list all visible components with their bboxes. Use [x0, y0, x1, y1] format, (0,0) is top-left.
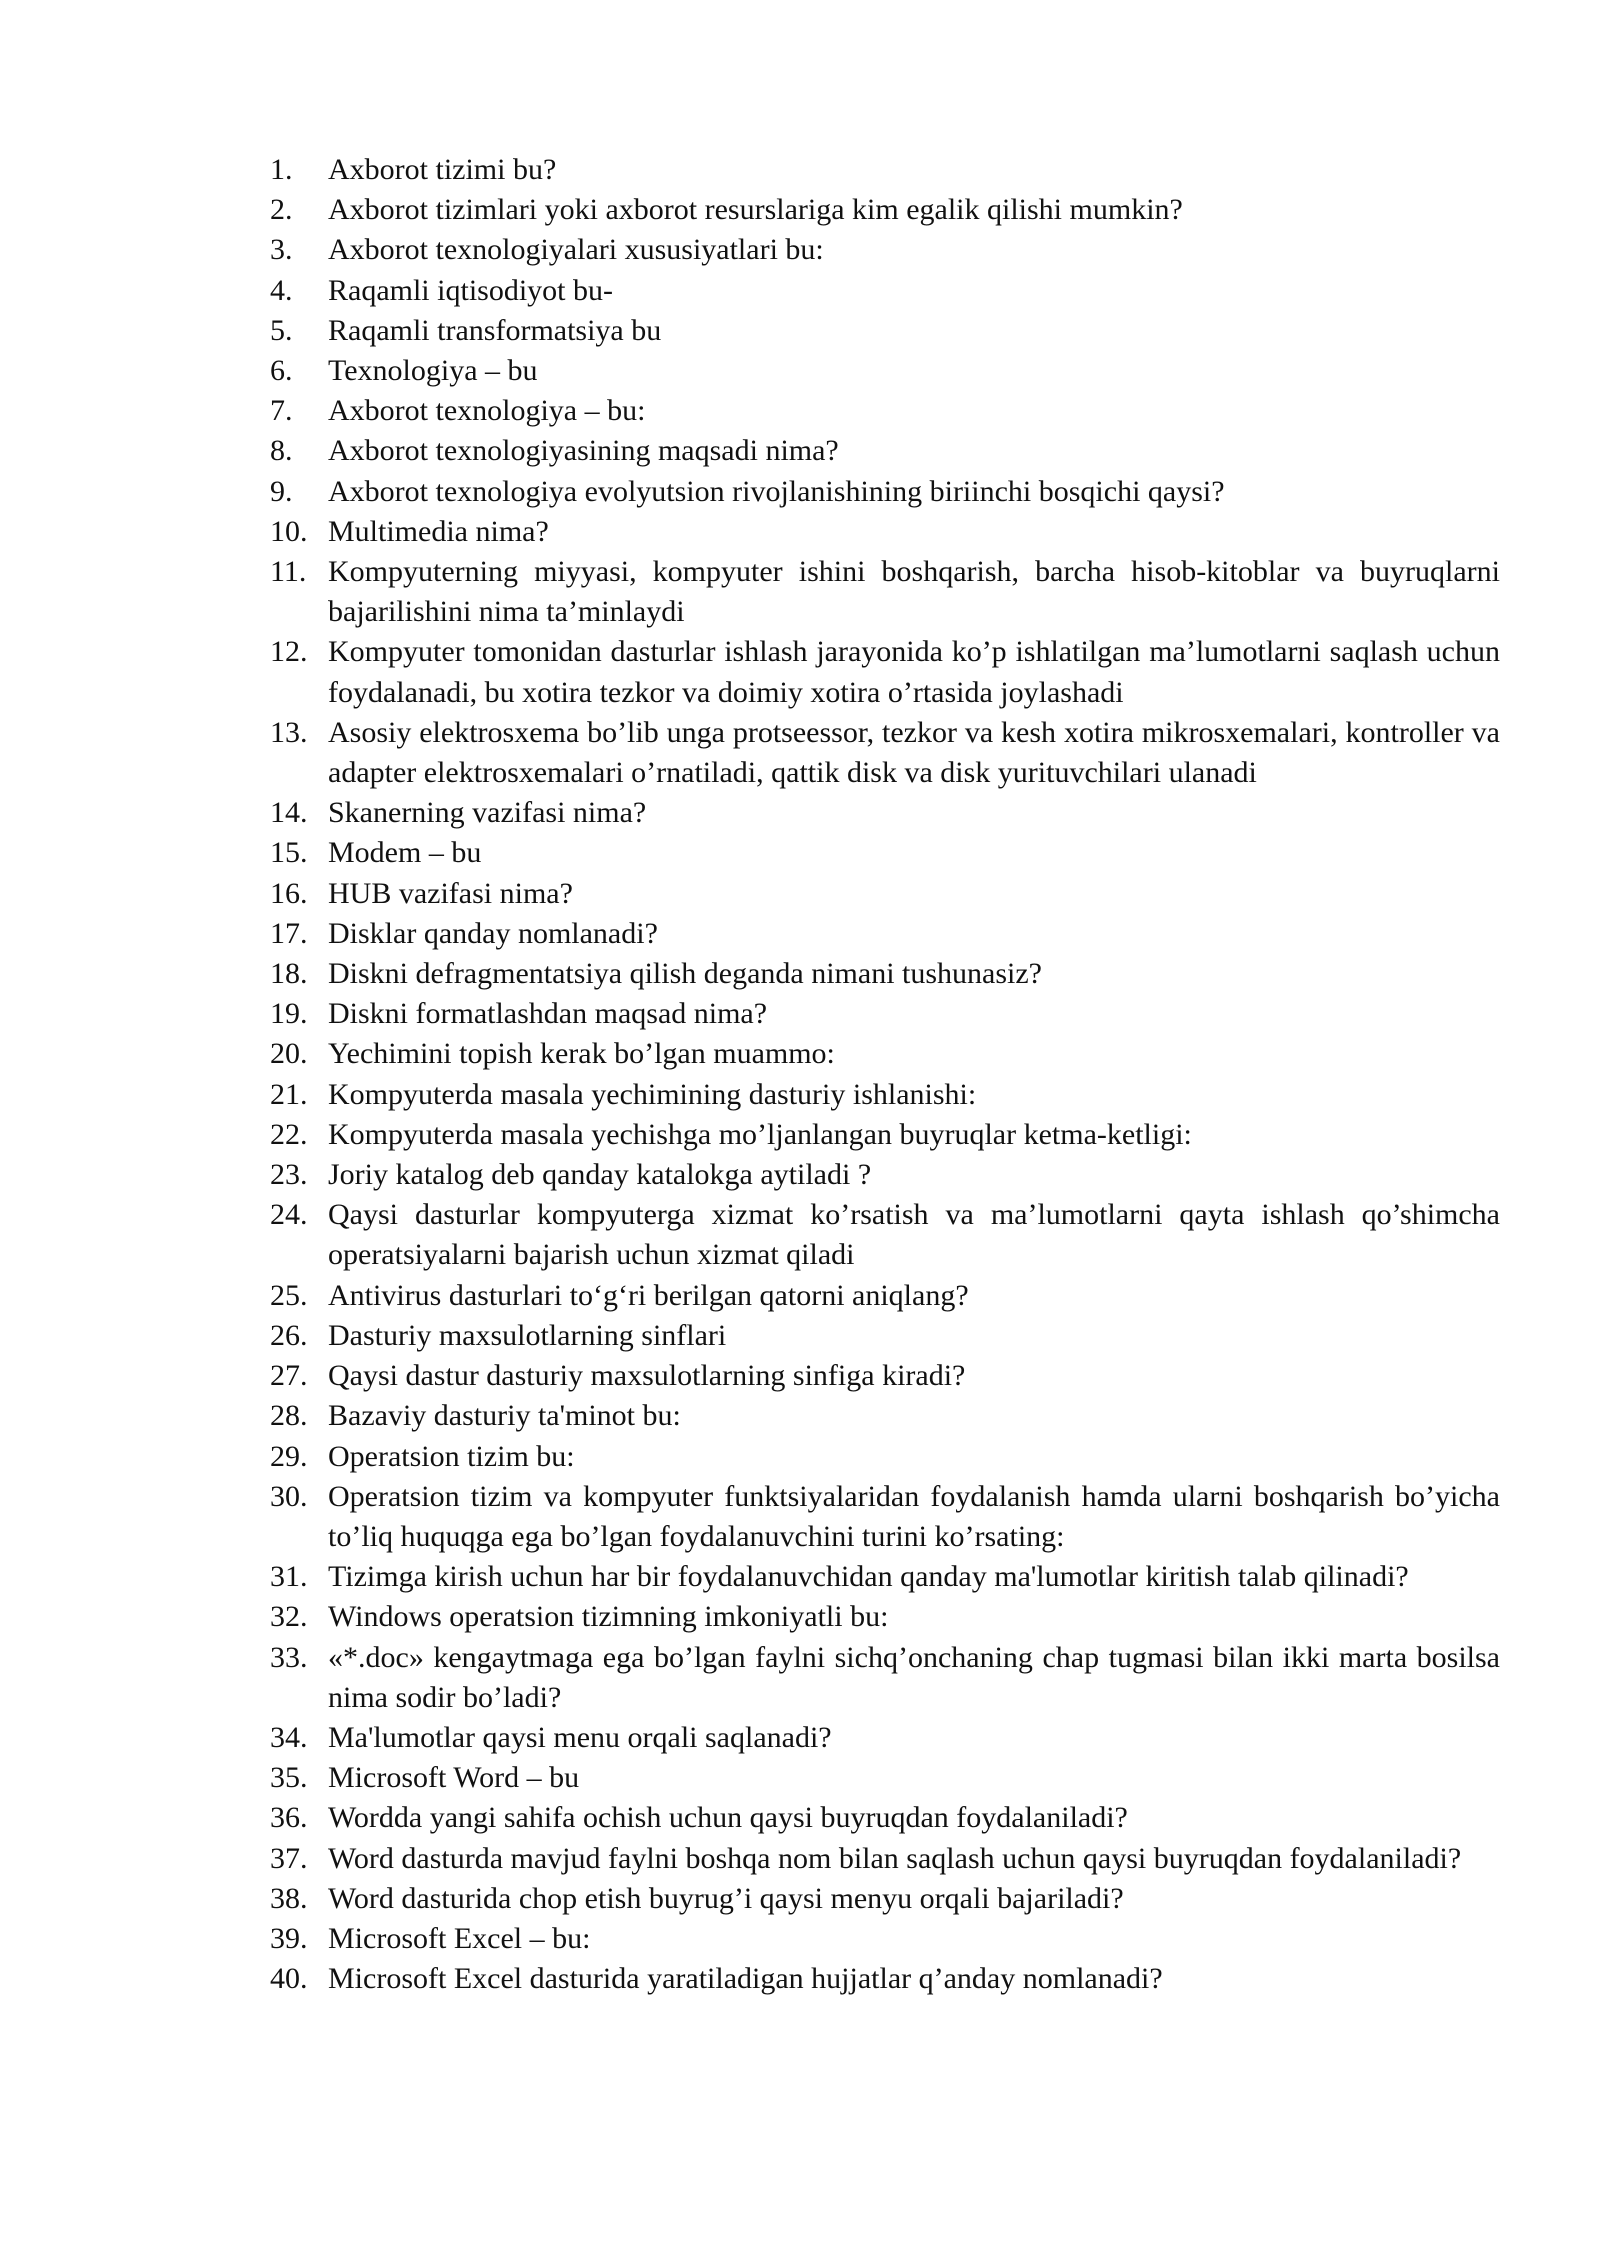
- question-number: 5.: [270, 313, 293, 347]
- question-item: [270, 271, 1500, 311]
- question-text: Operatsion tizim va kompyuter funktsiyalaridan foydalanish hamda ularni boshqarish bo’yicha to’liq huquqga ega bo’lgan foydalanuvchini turini ko’rsating:: [328, 1479, 1500, 1553]
- question-number: 1.: [270, 153, 293, 186]
- question-item: [270, 1276, 1500, 1316]
- question-text: Tizimga kirish uchun har bir foydalanuvchidan qanday ma'lumotlar kiritish talab qilinadi?: [328, 1560, 1409, 1594]
- question-text: Dasturiy maxsulotlarning sinflari: [328, 1318, 727, 1352]
- question-item: [270, 512, 1500, 552]
- question-number: 8.: [270, 434, 293, 468]
- question-item: [270, 1316, 1500, 1356]
- question-number: 28.: [270, 1399, 308, 1433]
- question-number: 2.: [270, 193, 293, 227]
- question-number: 35.: [270, 1761, 308, 1795]
- question-number: 21.: [270, 1077, 308, 1111]
- question-text: Axborot texnologiya – bu:: [328, 394, 646, 428]
- question-number: 40.: [270, 1962, 308, 1996]
- question-text: Diskni formatlashdan maqsad nima?: [328, 997, 768, 1031]
- question-number: 18.: [270, 957, 308, 991]
- question-item: [270, 1839, 1500, 1879]
- question-number: 30.: [270, 1479, 308, 1513]
- question-item: [270, 1557, 1500, 1597]
- question-item: [270, 1959, 1500, 1999]
- question-item: [270, 311, 1500, 351]
- question-text: Ma'lumotlar qaysi menu orqali saqlanadi?: [328, 1720, 832, 1754]
- question-list: [270, 150, 1500, 1999]
- question-text: Skanerning vazifasi nima?: [328, 796, 647, 830]
- question-item: [270, 1356, 1500, 1396]
- question-text: Raqamli transformatsiya bu: [328, 313, 662, 347]
- question-item: [270, 1034, 1500, 1074]
- question-text: Joriy katalog deb qanday katalokga aytiladi ?: [328, 1158, 872, 1192]
- question-number: 9.: [270, 474, 293, 508]
- question-text: Word dasturida chop etish buyrug’i qaysi menyu orqali bajariladi?: [328, 1881, 1124, 1915]
- question-item: [270, 552, 1500, 632]
- question-number: 26.: [270, 1318, 308, 1352]
- question-item: [270, 190, 1500, 230]
- question-item: [270, 793, 1500, 833]
- question-number: 12.: [270, 635, 308, 669]
- question-number: 23.: [270, 1158, 308, 1192]
- question-item: [270, 1437, 1500, 1477]
- question-number: 13.: [270, 715, 308, 749]
- question-number: 38.: [270, 1881, 308, 1915]
- question-item: [270, 150, 1500, 190]
- question-text: Raqamli iqtisodiyot bu-: [328, 273, 613, 307]
- question-text: Microsoft Excel – bu:: [328, 1921, 591, 1955]
- question-number: 4.: [270, 273, 293, 307]
- question-text: Bazaviy dasturiy ta'minot bu:: [328, 1399, 681, 1433]
- question-item: [270, 1155, 1500, 1195]
- question-text: Diskni defragmentatsiya qilish deganda nimani tushunasiz?: [328, 957, 1042, 991]
- question-item: [270, 1075, 1500, 1115]
- question-number: 22.: [270, 1117, 308, 1151]
- question-text: Windows operatsion tizimning imkoniyatli bu:: [328, 1600, 889, 1634]
- question-number: 39.: [270, 1921, 308, 1955]
- question-number: 10.: [270, 514, 308, 548]
- question-item: [270, 874, 1500, 914]
- question-item: [270, 833, 1500, 873]
- question-number: 16.: [270, 876, 308, 910]
- question-text: HUB vazifasi nima?: [328, 876, 573, 910]
- question-number: 15.: [270, 836, 308, 870]
- question-text: Kompyuterda masala yechishga mo’ljanlangan buyruqlar ketma-ketligi:: [328, 1117, 1192, 1151]
- question-text: Modem – bu: [328, 836, 482, 870]
- question-number: 6.: [270, 354, 293, 388]
- question-text: Microsoft Word – bu: [328, 1761, 580, 1795]
- question-number: 3.: [270, 233, 293, 267]
- question-number: 14.: [270, 796, 308, 830]
- question-text: Antivirus dasturlari to‘g‘ri berilgan qatorni aniqlang?: [328, 1278, 969, 1312]
- question-text: «*.doc» kengaytmaga ega bo’lgan faylni sichq’onchaning chap tugmasi bilan ikki marta bosilsa nima sodir bo’ladi?: [328, 1640, 1500, 1714]
- question-text: Microsoft Excel dasturida yaratiladigan hujjatlar q’anday nomlanadi?: [328, 1962, 1163, 1996]
- question-text: Operatsion tizim bu:: [328, 1439, 575, 1473]
- question-item: [270, 472, 1500, 512]
- question-text: Kompyuter tomonidan dasturlar ishlash jarayonida ko’p ishlatilgan ma’lumotlarni saqlash uchun foydalanadi, bu xotira tezkor va doimiy xotira o’rtasida joylashadi: [328, 635, 1500, 709]
- question-number: 7.: [270, 394, 293, 428]
- question-number: 19.: [270, 997, 308, 1031]
- question-item: [270, 1477, 1500, 1557]
- question-item: [270, 713, 1500, 793]
- question-item: [270, 1718, 1500, 1758]
- question-text: Qaysi dasturlar kompyuterga xizmat ko’rsatish va ma’lumotlarni qayta ishlash qo’shimcha operatsiyalarni bajarish uchun xizmat qiladi: [328, 1198, 1500, 1272]
- question-text: Texnologiya – bu: [328, 354, 538, 388]
- question-text: Axborot texnologiyalari xususiyatlari bu:: [328, 233, 824, 267]
- question-item: [270, 1919, 1500, 1959]
- question-number: 36.: [270, 1801, 308, 1835]
- question-number: 17.: [270, 916, 308, 950]
- question-number: 34.: [270, 1720, 308, 1754]
- question-number: 20.: [270, 1037, 308, 1071]
- question-text: Multimedia nima?: [328, 514, 549, 548]
- question-text: Axborot texnologiya evolyutsion rivojlanishining biriinchi bosqichi qaysi?: [328, 474, 1225, 508]
- question-text: Axborot tizimlari yoki axborot resurslariga kim egalik qilishi mumkin?: [328, 193, 1183, 227]
- question-number: 24.: [270, 1198, 308, 1232]
- question-item: [270, 1396, 1500, 1436]
- question-text: Yechimini topish kerak bo’lgan muammo:: [328, 1037, 835, 1071]
- question-text: Axborot texnologiyasining maqsadi nima?: [328, 434, 839, 468]
- question-text: Word dasturda mavjud faylni boshqa nom bilan saqlash uchun qaysi buyruqdan foydalaniladi?: [328, 1841, 1462, 1875]
- question-item: [270, 994, 1500, 1034]
- question-item: [270, 632, 1500, 712]
- question-item: [270, 1597, 1500, 1637]
- question-number: 31.: [270, 1560, 308, 1594]
- question-text: Wordda yangi sahifa ochish uchun qaysi buyruqdan foydalaniladi?: [328, 1801, 1128, 1835]
- question-item: [270, 1638, 1500, 1718]
- question-number: 25.: [270, 1278, 308, 1312]
- question-item: [270, 391, 1500, 431]
- question-number: 32.: [270, 1600, 308, 1634]
- question-item: [270, 1798, 1500, 1838]
- question-item: [270, 1758, 1500, 1798]
- question-item: [270, 230, 1500, 270]
- question-number: 27.: [270, 1359, 308, 1393]
- question-text: Kompyuterda masala yechimining dasturiy ishlanishi:: [328, 1077, 977, 1111]
- question-number: 37.: [270, 1841, 308, 1875]
- question-text: Kompyuterning miyyasi, kompyuter ishini boshqarish, barcha hisob-kitoblar va buyruqlarni bajarilishini nima ta’minlaydi: [328, 555, 1500, 629]
- question-number: 11.: [270, 555, 307, 589]
- question-number: 33.: [270, 1640, 308, 1674]
- question-item: [270, 1195, 1500, 1275]
- question-item: [270, 351, 1500, 391]
- question-item: [270, 1879, 1500, 1919]
- question-item: [270, 914, 1500, 954]
- question-item: [270, 1115, 1500, 1155]
- question-text: Disklar qanday nomlanadi?: [328, 916, 658, 950]
- question-text: Asosiy elektrosxema bo’lib unga protseessor, tezkor va kesh xotira mikrosxemalari, kontroller va adapter elektrosxemalari o’rnatiladi, qattik disk va disk yurituvchilari ulanadi: [328, 715, 1500, 790]
- question-item: [270, 431, 1500, 471]
- question-text: Axborot tizimi bu?: [328, 153, 557, 186]
- question-number: 29.: [270, 1439, 308, 1473]
- question-item: [270, 954, 1500, 994]
- question-text: Qaysi dastur dasturiy maxsulotlarning sinfiga kiradi?: [328, 1359, 966, 1393]
